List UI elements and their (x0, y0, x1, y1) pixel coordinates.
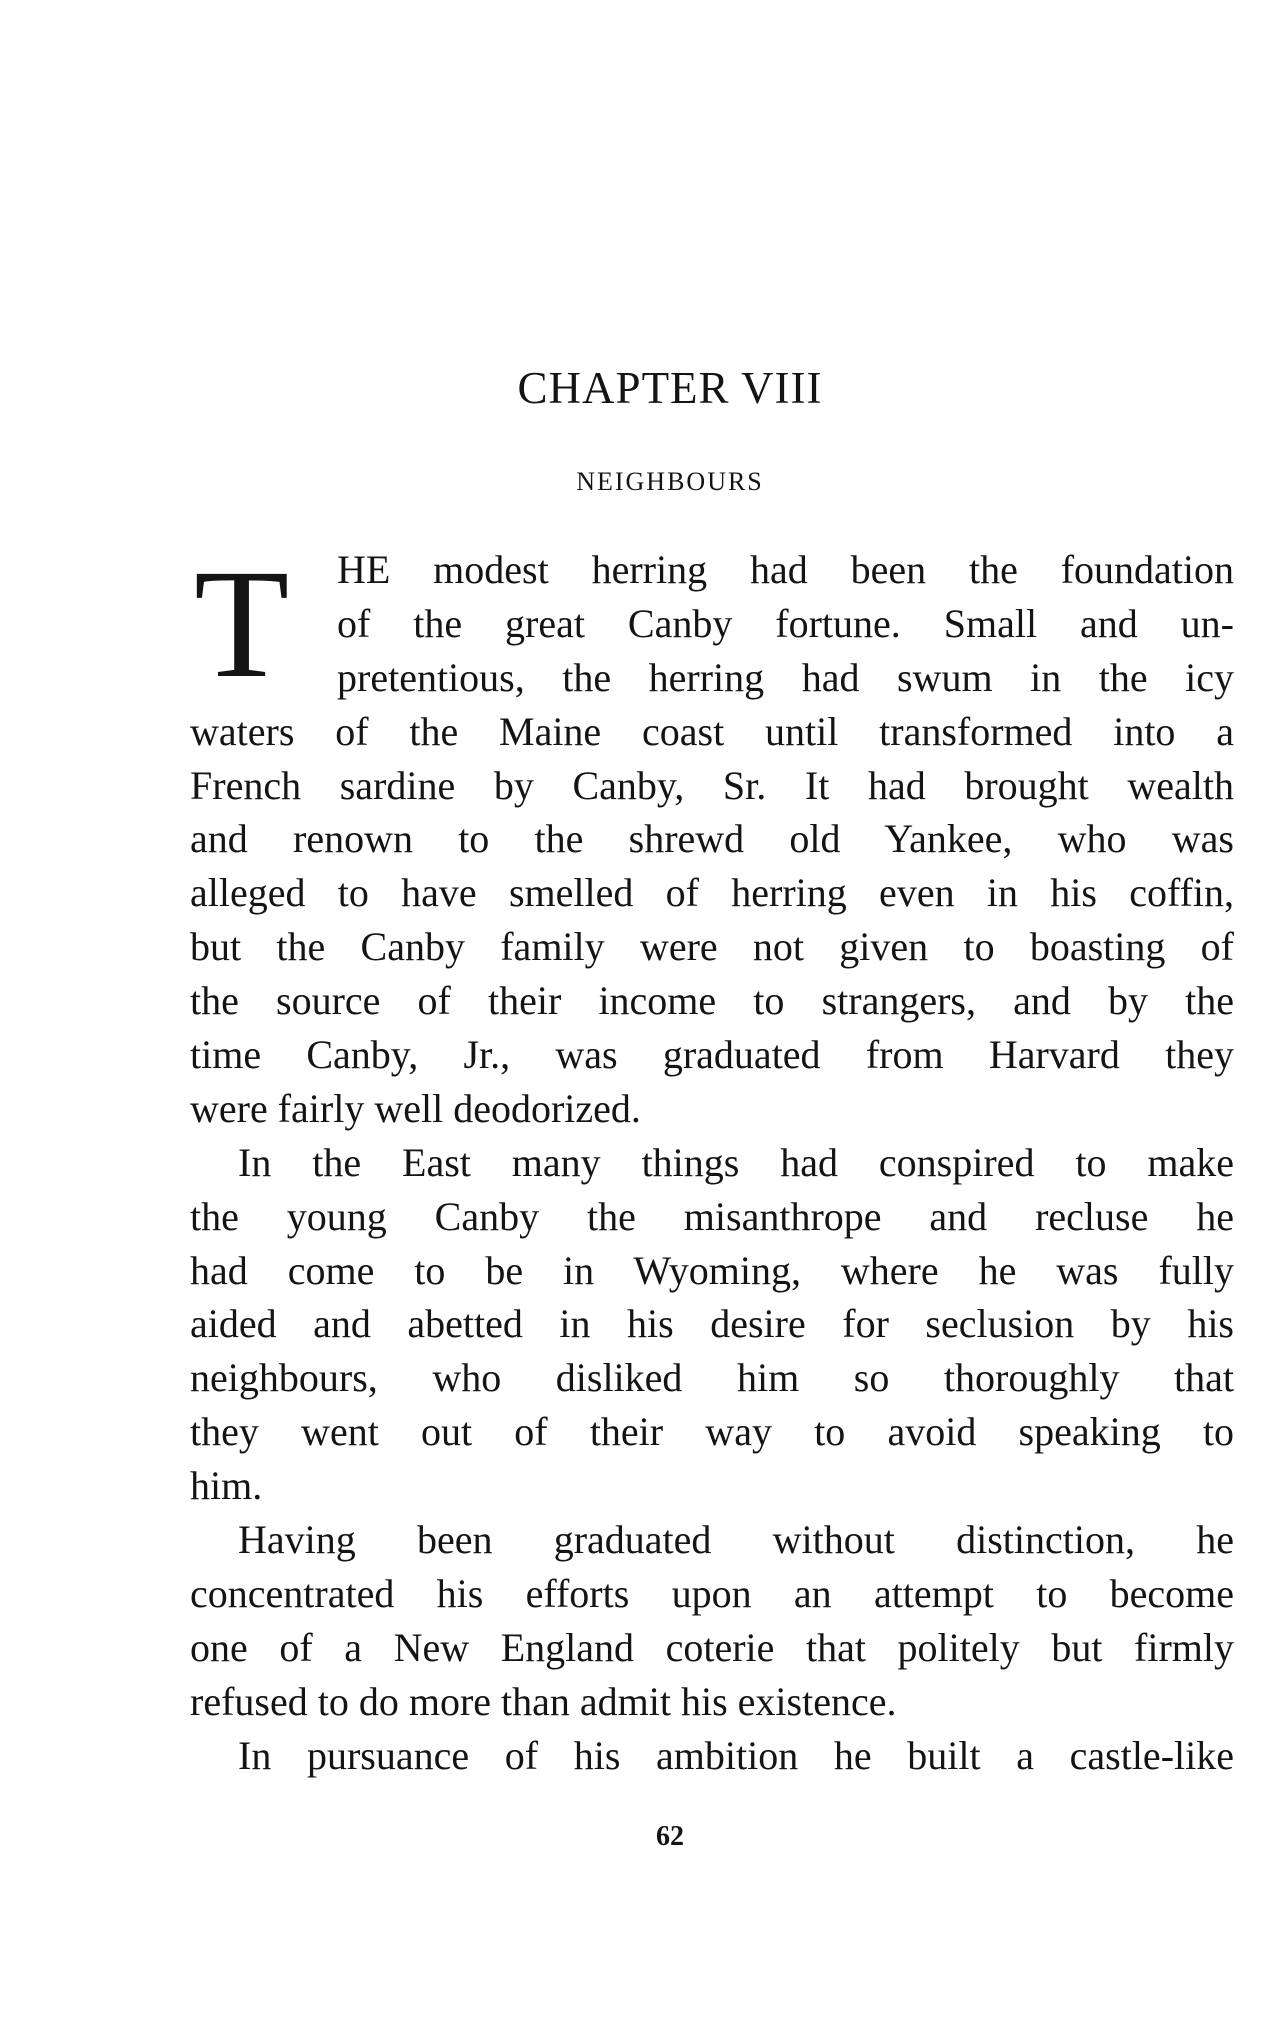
text-line: aided and abetted in his desire for seclusion by his (190, 1301, 1234, 1347)
text-line: Having been graduated without distinction, he (238, 1517, 1234, 1563)
text-line: In pursuance of his ambition he built a castle-like (238, 1732, 1234, 1778)
chapter-subtitle: NEIGHBOURS (576, 467, 764, 496)
text-line: time Canby, Jr., was graduated from Harvard they (190, 1032, 1234, 1078)
page-number: 62 (656, 1821, 684, 1852)
text-line: but the Canby family were not given to boasting of (190, 924, 1234, 970)
text-line: of the great Canby fortune. Small and un- (337, 600, 1234, 646)
text-line: were fairly well deodorized. (190, 1085, 641, 1131)
text-line: waters of the Maine coast until transformed into a (190, 708, 1234, 754)
text-line: the young Canby the misanthrope and recluse he (190, 1193, 1234, 1239)
body-text (190, 537, 1234, 1782)
text-line: they went out of their way to avoid speaking to (190, 1409, 1234, 1455)
text-line: him. (190, 1463, 263, 1509)
text-line: French sardine by Canby, Sr. It had brought wealth (190, 762, 1234, 808)
text-line: concentrated his efforts upon an attempt to become (190, 1570, 1234, 1616)
text-line: the source of their income to strangers, and by the (190, 978, 1234, 1024)
text-line: had come to be in Wyoming, where he was fully (190, 1247, 1234, 1293)
text-line: In the East many things had conspired to make (238, 1139, 1234, 1185)
text-line: refused to do more than admit his existence. (190, 1678, 897, 1724)
text-line: and renown to the shrewd old Yankee, who was (190, 816, 1234, 862)
text-line: pretentious, the herring had swum in the icy (337, 654, 1234, 700)
chapter-title: CHAPTER VIII (517, 363, 823, 413)
text-line: alleged to have smelled of herring even in his coffin, (190, 870, 1234, 916)
text-line: one of a New England coterie that politely but firmly (190, 1624, 1234, 1670)
drop-cap: T (194, 537, 290, 710)
text-line: HE modest herring had been the foundation (337, 547, 1234, 592)
text-line: neighbours, who disliked him so thoroughly that (190, 1355, 1234, 1401)
